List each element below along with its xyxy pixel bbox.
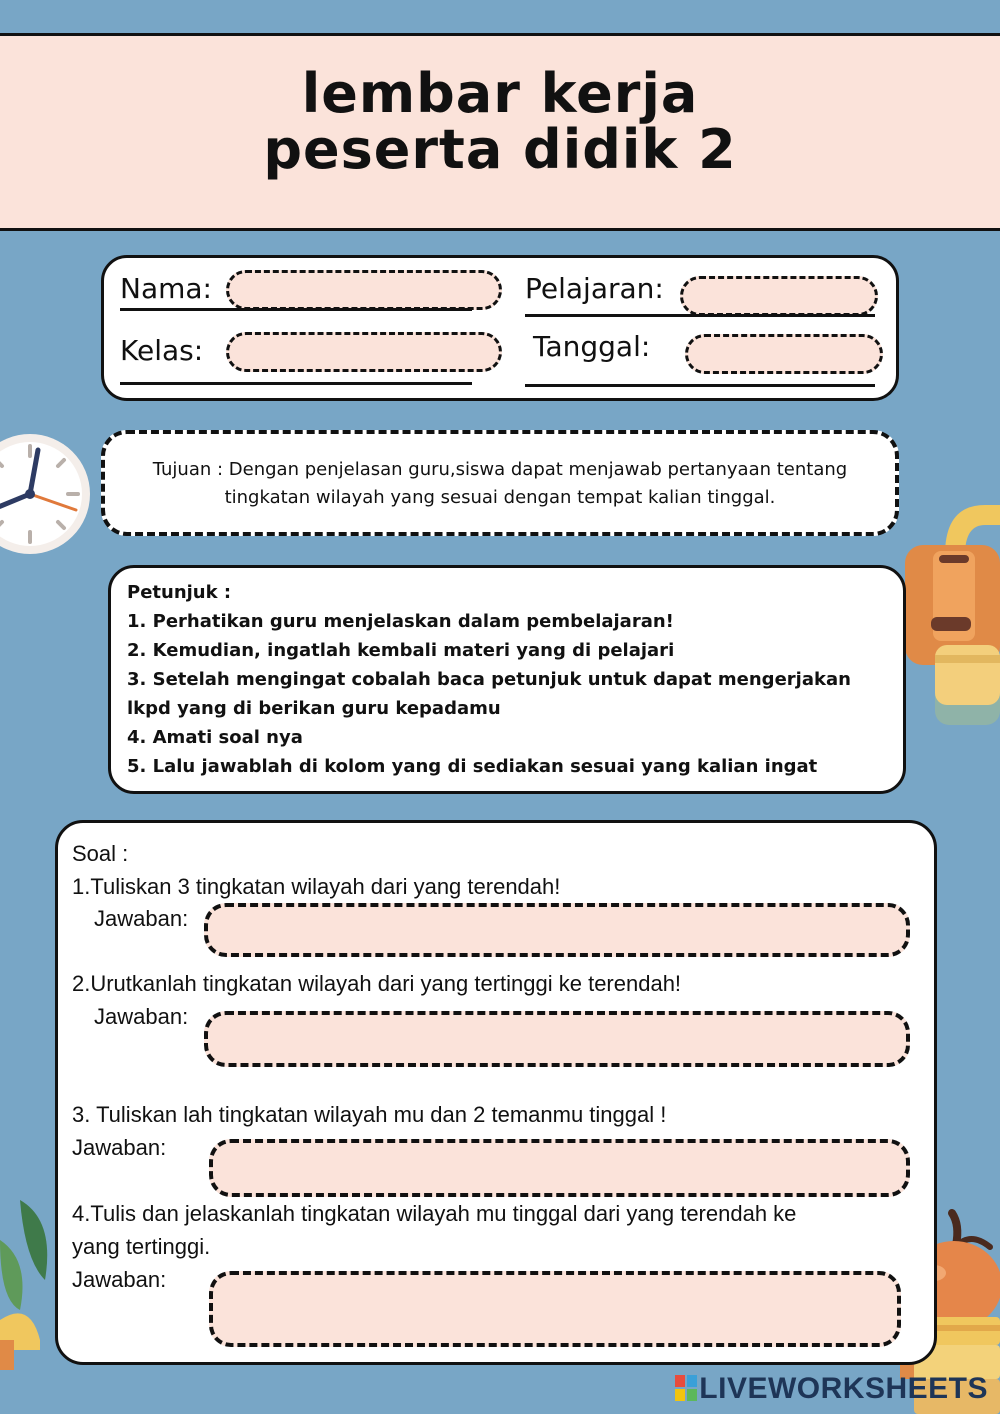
answer-input-3[interactable] [209,1139,910,1197]
kelas-label: Kelas: [120,334,204,367]
nama-input[interactable] [226,270,502,310]
tujuan-text: Tujuan : Dengan penjelasan guru,siswa dapat menjawab pertanyaan tentang tingkatan wilayah yang sesuai dengan tempat kalian tinggal. [152,459,848,508]
backpack-illustration [905,495,1000,735]
petunjuk-item: 2. Kemudian, ingatlah kembali materi yang di pelajari [127,640,675,661]
petunjuk-box [108,565,906,794]
question-3: 3. Tuliskan lah tingkatan wilayah mu dan 2 temanmu tinggal ! [72,1102,667,1127]
title-line-1: lembar kerja [301,62,699,125]
jawaban-label-2: Jawaban: [94,1004,189,1029]
answer-input-1[interactable] [204,903,910,957]
petunjuk-item: lkpd yang di berikan guru kepadamu [127,698,501,719]
question-4-line-1: 4.Tulis dan jelaskanlah tingkatan wilayah mu tinggal dari yang terendah ke [72,1201,797,1226]
pelajaran-label: Pelajaran: [525,272,664,305]
pelajaran-underline [525,314,875,317]
plant-illustration [0,1190,60,1370]
petunjuk-item: 5. Lalu jawablah di kolom yang di sediakan sesuai yang kalian ingat [127,756,818,777]
identity-box [101,255,899,401]
answer-input-2[interactable] [204,1011,910,1067]
liveworksheets-badge-icon [675,1375,697,1401]
nama-label: Nama: [120,272,212,305]
page-title [0,36,1000,181]
answer-input-4[interactable] [209,1271,901,1347]
header-banner [0,33,1000,231]
watermark-text: LIVEWORKSHEETS [699,1372,988,1405]
soal-box [55,820,937,1365]
petunjuk-item: 4. Amati soal nya [127,727,303,748]
kelas-underline [120,382,472,385]
pelajaran-input[interactable] [680,276,878,316]
petunjuk-item: 3. Setelah mengingat cobalah baca petunjuk untuk dapat mengerjakan [127,669,851,690]
question-2: 2.Urutkanlah tingkatan wilayah dari yang tertinggi ke terendah! [72,971,682,996]
question-1: 1.Tuliskan 3 tingkatan wilayah dari yang terendah! [72,874,561,899]
kelas-input[interactable] [226,332,502,372]
petunjuk-heading: Petunjuk : [127,582,232,603]
nama-underline [120,308,472,311]
clock-illustration [0,432,92,556]
jawaban-label-3: Jawaban: [72,1135,167,1160]
jawaban-label-1: Jawaban: [94,906,189,931]
petunjuk-item: 1. Perhatikan guru menjelaskan dalam pembelajaran! [127,611,674,632]
liveworksheets-logo [675,1372,988,1406]
tanggal-underline [525,384,875,387]
tanggal-label: Tanggal: [533,330,651,363]
tanggal-input[interactable] [685,334,883,374]
jawaban-label-4: Jawaban: [72,1267,167,1292]
question-4-line-2: yang tertinggi. [72,1234,211,1259]
soal-heading: Soal : [72,841,129,866]
title-line-2: peserta didik 2 [263,118,737,181]
tujuan-box [101,430,899,536]
